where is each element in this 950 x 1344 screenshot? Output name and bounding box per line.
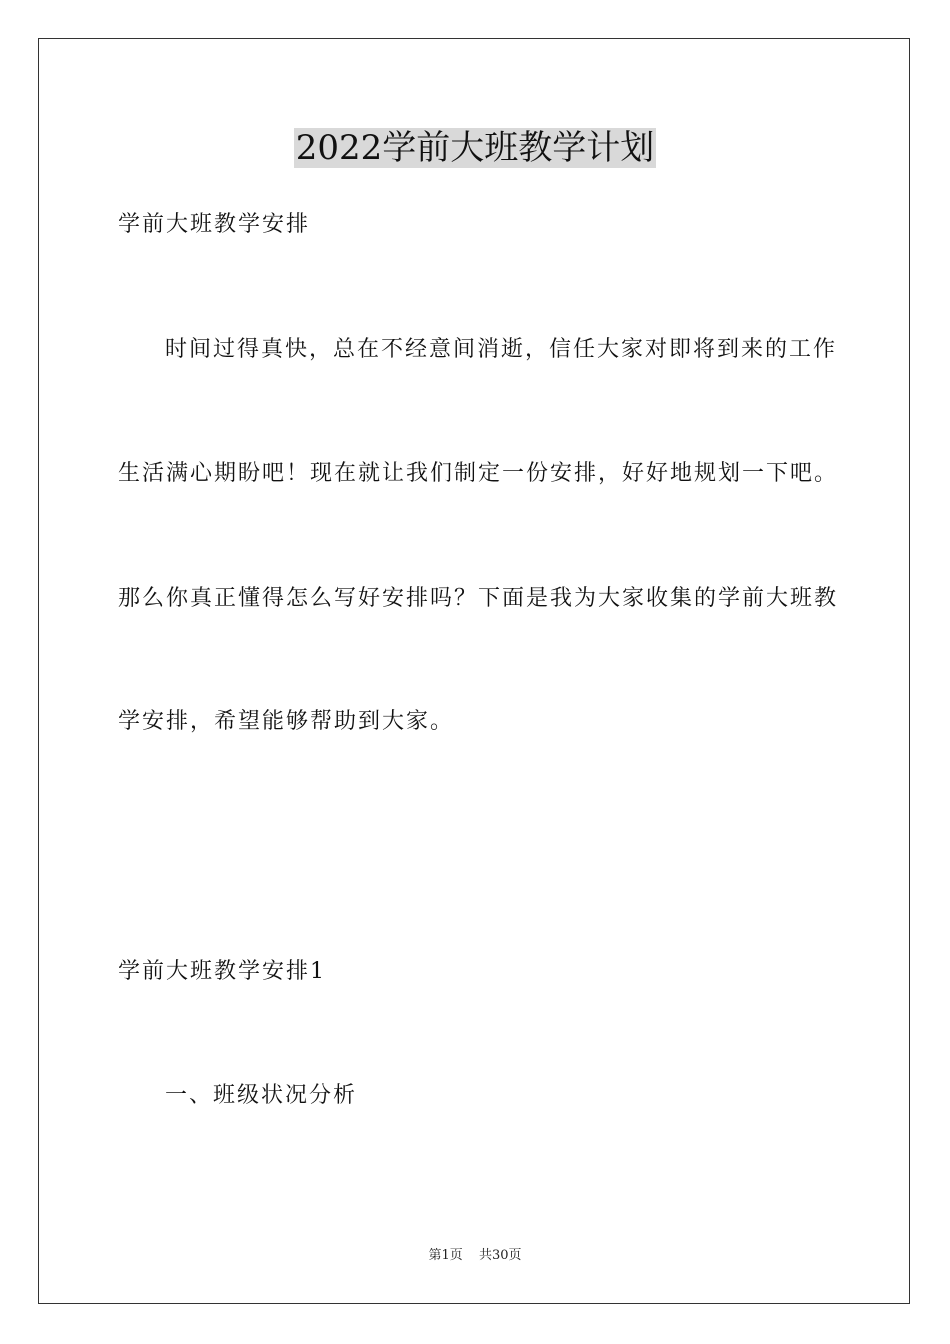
total-pages-label: 共30页 bbox=[478, 1248, 522, 1263]
document-title: 2022学前大班教学计划 bbox=[295, 128, 655, 168]
title-container bbox=[0, 128, 950, 168]
body-line-2: 生活满心期盼吧！现在就让我们制定一份安排，好好地规划一下吧。 bbox=[118, 461, 839, 486]
body-line-3: 那么你真正懂得怎么写好安排吗？下面是我为大家收集的学前大班教 bbox=[118, 586, 839, 611]
page-footer bbox=[0, 1247, 950, 1265]
body-line-4: 学安排，希望能够帮助到大家。 bbox=[118, 709, 455, 734]
current-page-label: 第1页 bbox=[428, 1248, 463, 1263]
body-line-1: 时间过得真快，总在不经意间消逝，信任大家对即将到来的工作 bbox=[165, 337, 838, 362]
subtitle-line: 学前大班教学安排 bbox=[118, 212, 311, 237]
subsection-heading: 一、班级状况分析 bbox=[165, 1083, 358, 1108]
section-heading: 学前大班教学安排1 bbox=[118, 959, 326, 984]
